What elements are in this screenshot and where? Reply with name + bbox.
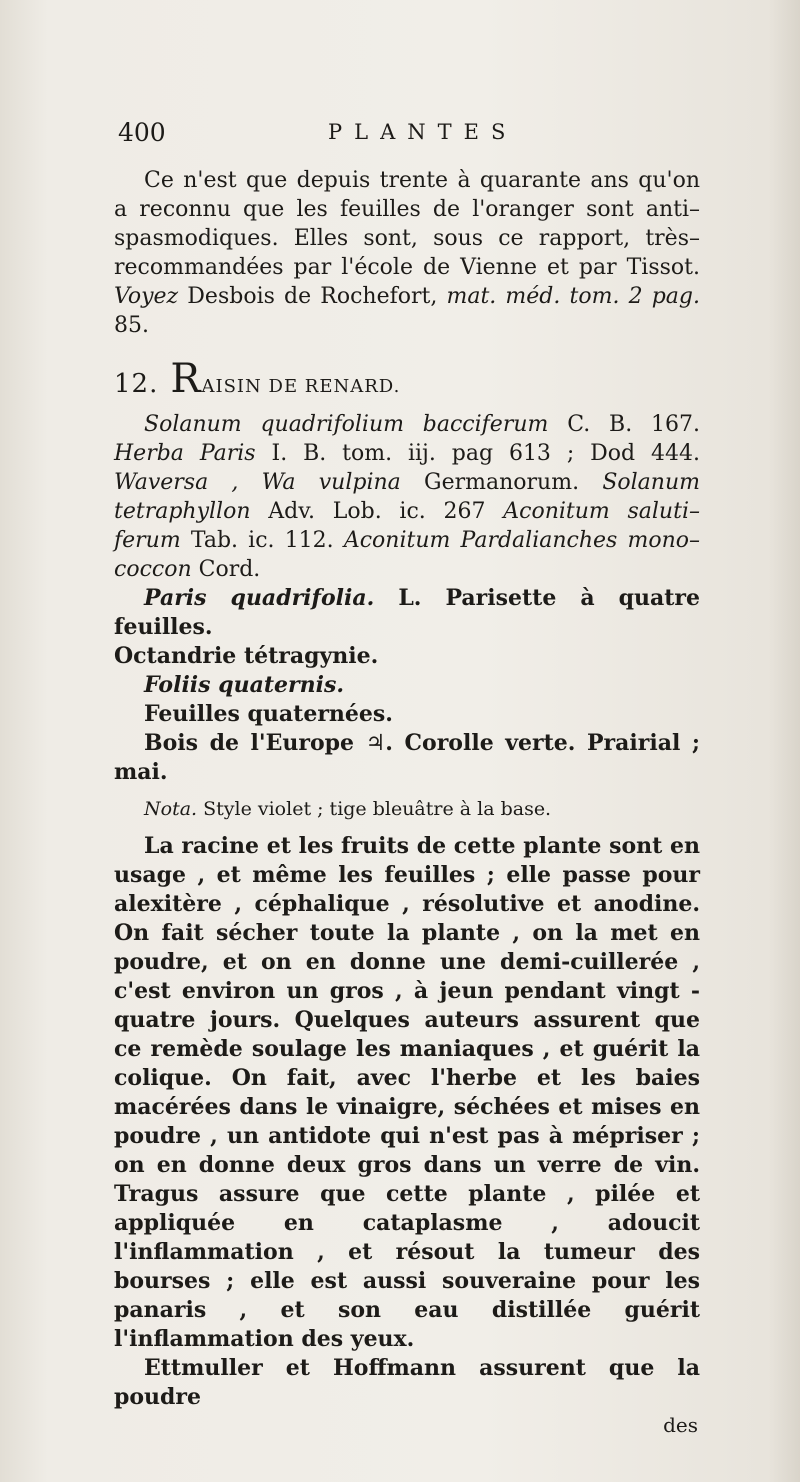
synonym-source: C. B. 167. bbox=[567, 412, 700, 437]
synonym-source: I. B. tom. iij. pag 613 ; Dod 444. bbox=[271, 441, 700, 466]
nota-text: Style violet ; tige bleuâtre à la base. bbox=[203, 798, 552, 820]
nota bbox=[114, 795, 700, 824]
catchword: des bbox=[663, 1413, 698, 1437]
entry-number: 12. bbox=[114, 369, 159, 399]
synonym-latin: Solanum tetraphyllon bbox=[114, 470, 700, 524]
synonymy-block bbox=[114, 410, 700, 584]
leaves-latin bbox=[114, 671, 700, 700]
intro-text: Ce n'est que depuis trente à quarante ans qu'on a reconnu que les feuilles de l'oranger sont anti–spasmodiques. Elles sont, sous ce rapport, très–recommandées par l'école de Vienne et par Tissot. bbox=[114, 168, 700, 280]
leaves-french: Feuilles quaternées. bbox=[144, 701, 393, 727]
classification: Octandrie tétragynie. bbox=[114, 643, 379, 669]
synonym-latin: Herba Paris bbox=[114, 441, 256, 466]
nota-label: Nota. bbox=[144, 798, 198, 820]
synonym-source: Cord. bbox=[198, 557, 261, 582]
leaves-latin-text: Foliis quaternis. bbox=[144, 672, 344, 698]
body-paragraph: Ettmuller et Hoffmann assurent que la poudre bbox=[114, 1355, 700, 1410]
synonym-source: Germanorum. bbox=[424, 470, 580, 495]
linnaean-common-name: L. Parisette à quatre feuilles. bbox=[114, 585, 700, 640]
habitat: Bois de l'Europe ♃. Corolle verte. Prairial ; mai. bbox=[114, 730, 700, 785]
intro-page: 85. bbox=[114, 313, 149, 338]
synonym-latin: Solanum quadrifolium bacciferum bbox=[144, 412, 549, 437]
linnaean-binomial: Paris quadrifolia. bbox=[144, 585, 375, 611]
synonym-source: Tab. ic. 112. bbox=[190, 528, 334, 553]
running-title: PLANTES bbox=[328, 120, 518, 144]
synonym-latin: Aconitum saluti–ferum bbox=[114, 499, 700, 553]
synonym-latin: Waversa , Wa vulpina bbox=[114, 470, 401, 495]
entry-title-initial: R bbox=[170, 356, 202, 402]
page-body bbox=[114, 166, 700, 1438]
intro-reference: mat. méd. tom. 2 pag. bbox=[446, 284, 700, 309]
page-header bbox=[118, 118, 698, 158]
page-number: 400 bbox=[118, 118, 166, 147]
linnaean-name bbox=[114, 584, 700, 642]
intro-author: Desbois de Rochefort, bbox=[187, 284, 438, 309]
entry-heading bbox=[114, 356, 700, 406]
synonym-source: Adv. Lob. ic. 267 bbox=[268, 499, 486, 524]
synonym-latin: Aconitum Pardalianches mono–coccon bbox=[114, 528, 701, 582]
intro-voyez: Voyez bbox=[114, 284, 179, 309]
entry-title-rest: AISIN DE RENARD. bbox=[201, 376, 401, 397]
body-paragraph: La racine et les fruits de cette plante sont en usage , et même les feuilles ; elle passe pour alexitère , céphalique , résolutive et anodine. On fait sécher toute la plante , on la met en poudre, et on en donne une demi-cuillerée , c'est environ un gros , à jeun pendant vingt - quatre jours. Quelques auteurs assurent que ce remède soulage les maniaques , et guérit la colique. On fait, avec l'herbe et les baies macérées dans le vinaigre, séchées et mises en poudre , un antidote qui n'est pas à mépriser ; on en donne deux gros dans un verre de vin. Tragus assure que cette plante , pilée et appliquée en cataplasme , adoucit l'inflammation , et résout la tumeur des bourses ; elle est aussi souveraine pour les panaris , et son eau distillée guérit l'inflammation des yeux. bbox=[114, 833, 700, 1352]
intro-paragraph bbox=[114, 166, 700, 340]
